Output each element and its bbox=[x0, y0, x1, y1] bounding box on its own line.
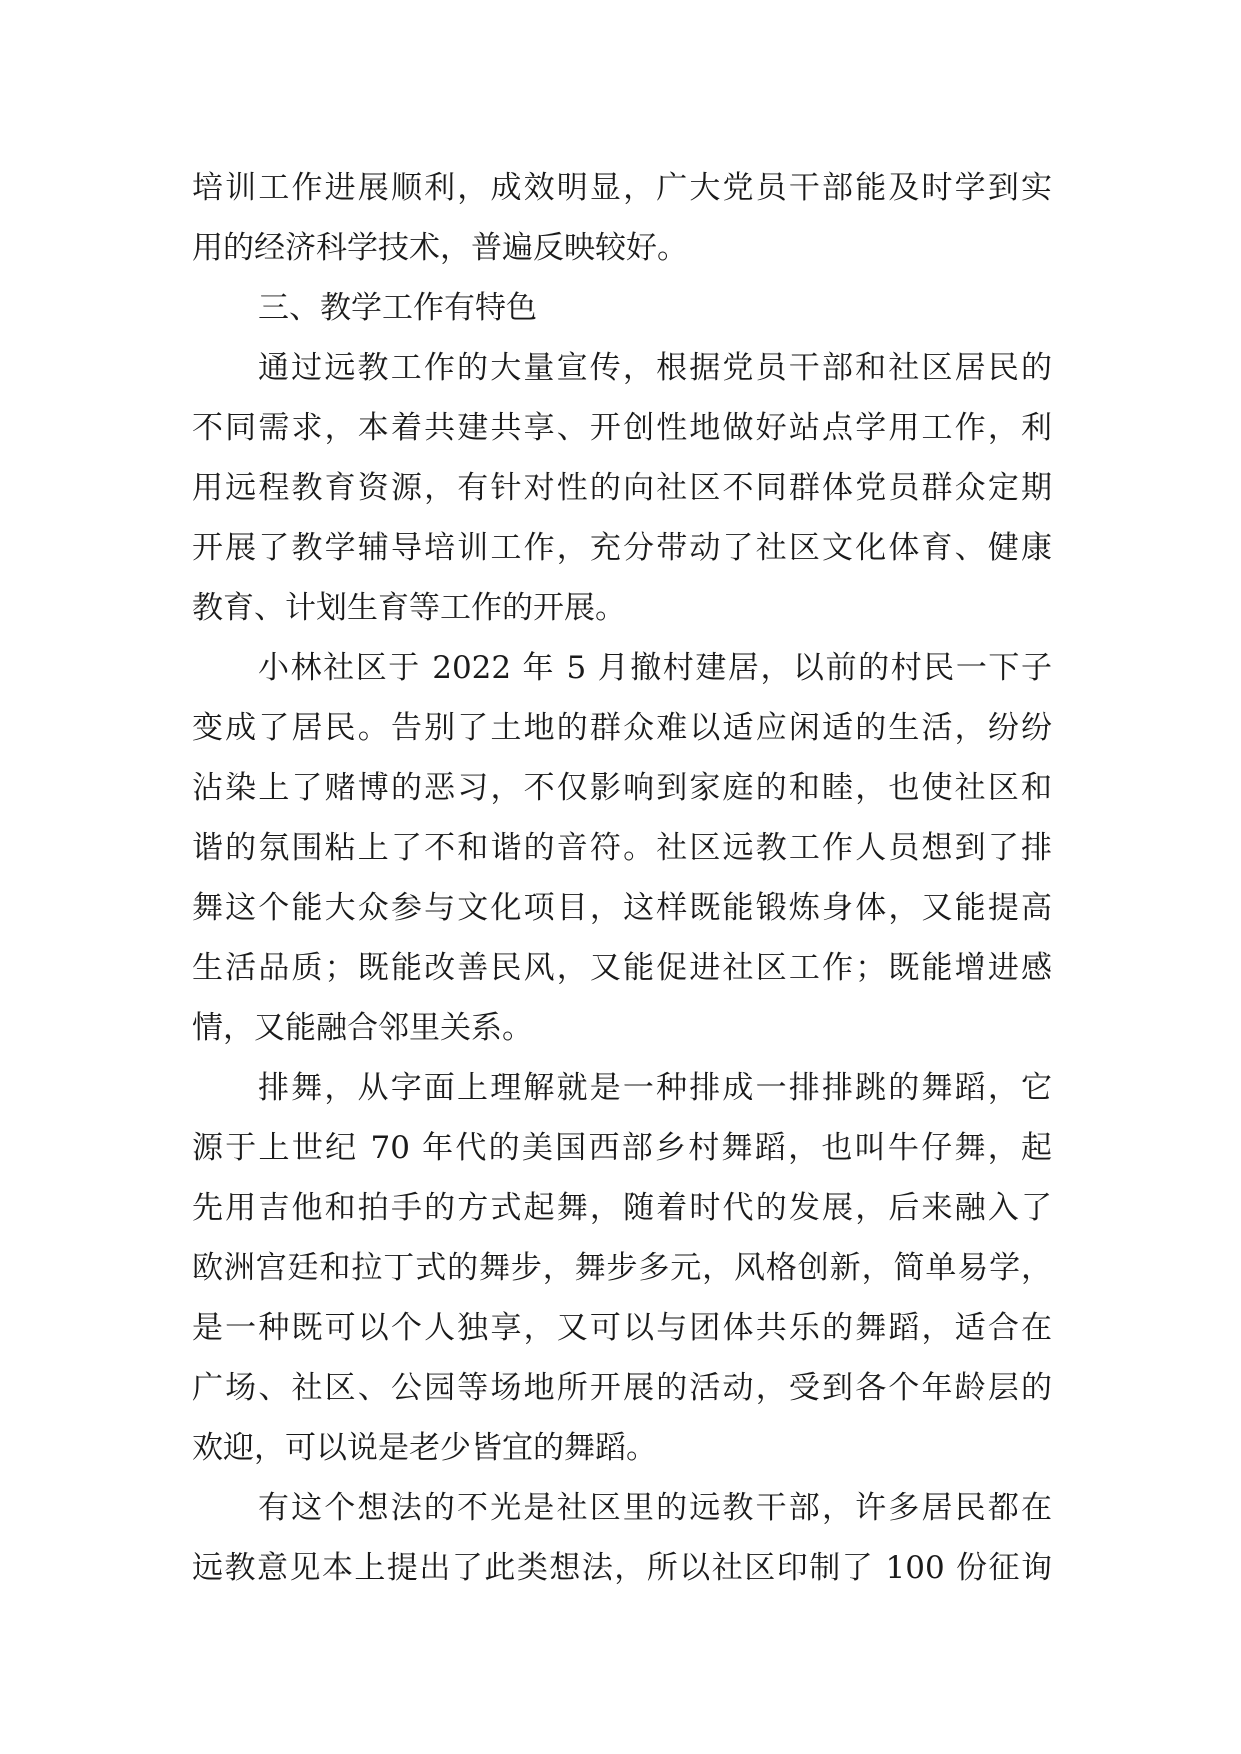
text-line-17: 源于上世纪 70 年代的美国西部乡村舞蹈，也叫牛仔舞，起 bbox=[192, 1130, 1052, 1166]
text-line-8: 教育、计划生育等工作的开展。 bbox=[192, 590, 626, 626]
text-line-1: 培训工作进展顺利，成效明显，广大党员干部能及时学到实 bbox=[192, 170, 1052, 206]
text-line-7: 开展了教学辅导培训工作，充分带动了社区文化体育、健康 bbox=[192, 530, 1052, 566]
text-line-5: 不同需求，本着共建共享、开创性地做好站点学用工作，利 bbox=[192, 410, 1052, 446]
text-line-20: 是一种既可以个人独享，又可以与团体共乐的舞蹈，适合在 bbox=[192, 1310, 1052, 1346]
section-heading: 三、教学工作有特色 bbox=[258, 290, 537, 326]
text-line-11: 沾染上了赌博的恶习，不仅影响到家庭的和睦，也使社区和 bbox=[192, 770, 1052, 806]
text-line-22: 欢迎，可以说是老少皆宜的舞蹈。 bbox=[192, 1430, 657, 1466]
text-line-6: 用远程教育资源，有针对性的向社区不同群体党员群众定期 bbox=[192, 470, 1052, 506]
text-line-15: 情，又能融合邻里关系。 bbox=[192, 1010, 533, 1046]
text-line-14: 生活品质；既能改善民风，又能促进社区工作；既能增进感 bbox=[192, 950, 1052, 986]
text-line-23: 有这个想法的不光是社区里的远教干部，许多居民都在 bbox=[258, 1490, 1052, 1526]
text-line-16: 排舞，从字面上理解就是一种排成一排排跳的舞蹈，它 bbox=[258, 1070, 1052, 1106]
text-line-9: 小林社区于 2022 年 5 月撤村建居，以前的村民一下子 bbox=[258, 650, 1052, 686]
text-line-18: 先用吉他和拍手的方式起舞，随着时代的发展，后来融入了 bbox=[192, 1190, 1052, 1226]
text-line-21: 广场、社区、公园等场地所开展的活动，受到各个年龄层的 bbox=[192, 1370, 1052, 1406]
text-line-13: 舞这个能大众参与文化项目，这样既能锻炼身体，又能提高 bbox=[192, 890, 1052, 926]
text-line-12: 谐的氛围粘上了不和谐的音符。社区远教工作人员想到了排 bbox=[192, 830, 1052, 866]
text-line-19: 欧洲宫廷和拉丁式的舞步，舞步多元，风格创新，简单易学， bbox=[192, 1250, 1052, 1286]
text-line-4: 通过远教工作的大量宣传，根据党员干部和社区居民的 bbox=[258, 350, 1052, 386]
text-line-2: 用的经济科学技术，普遍反映较好。 bbox=[192, 230, 688, 266]
text-line-24: 远教意见本上提出了此类想法，所以社区印制了 100 份征询 bbox=[192, 1550, 1052, 1586]
text-line-10: 变成了居民。告别了土地的群众难以适应闲适的生活，纷纷 bbox=[192, 710, 1052, 746]
